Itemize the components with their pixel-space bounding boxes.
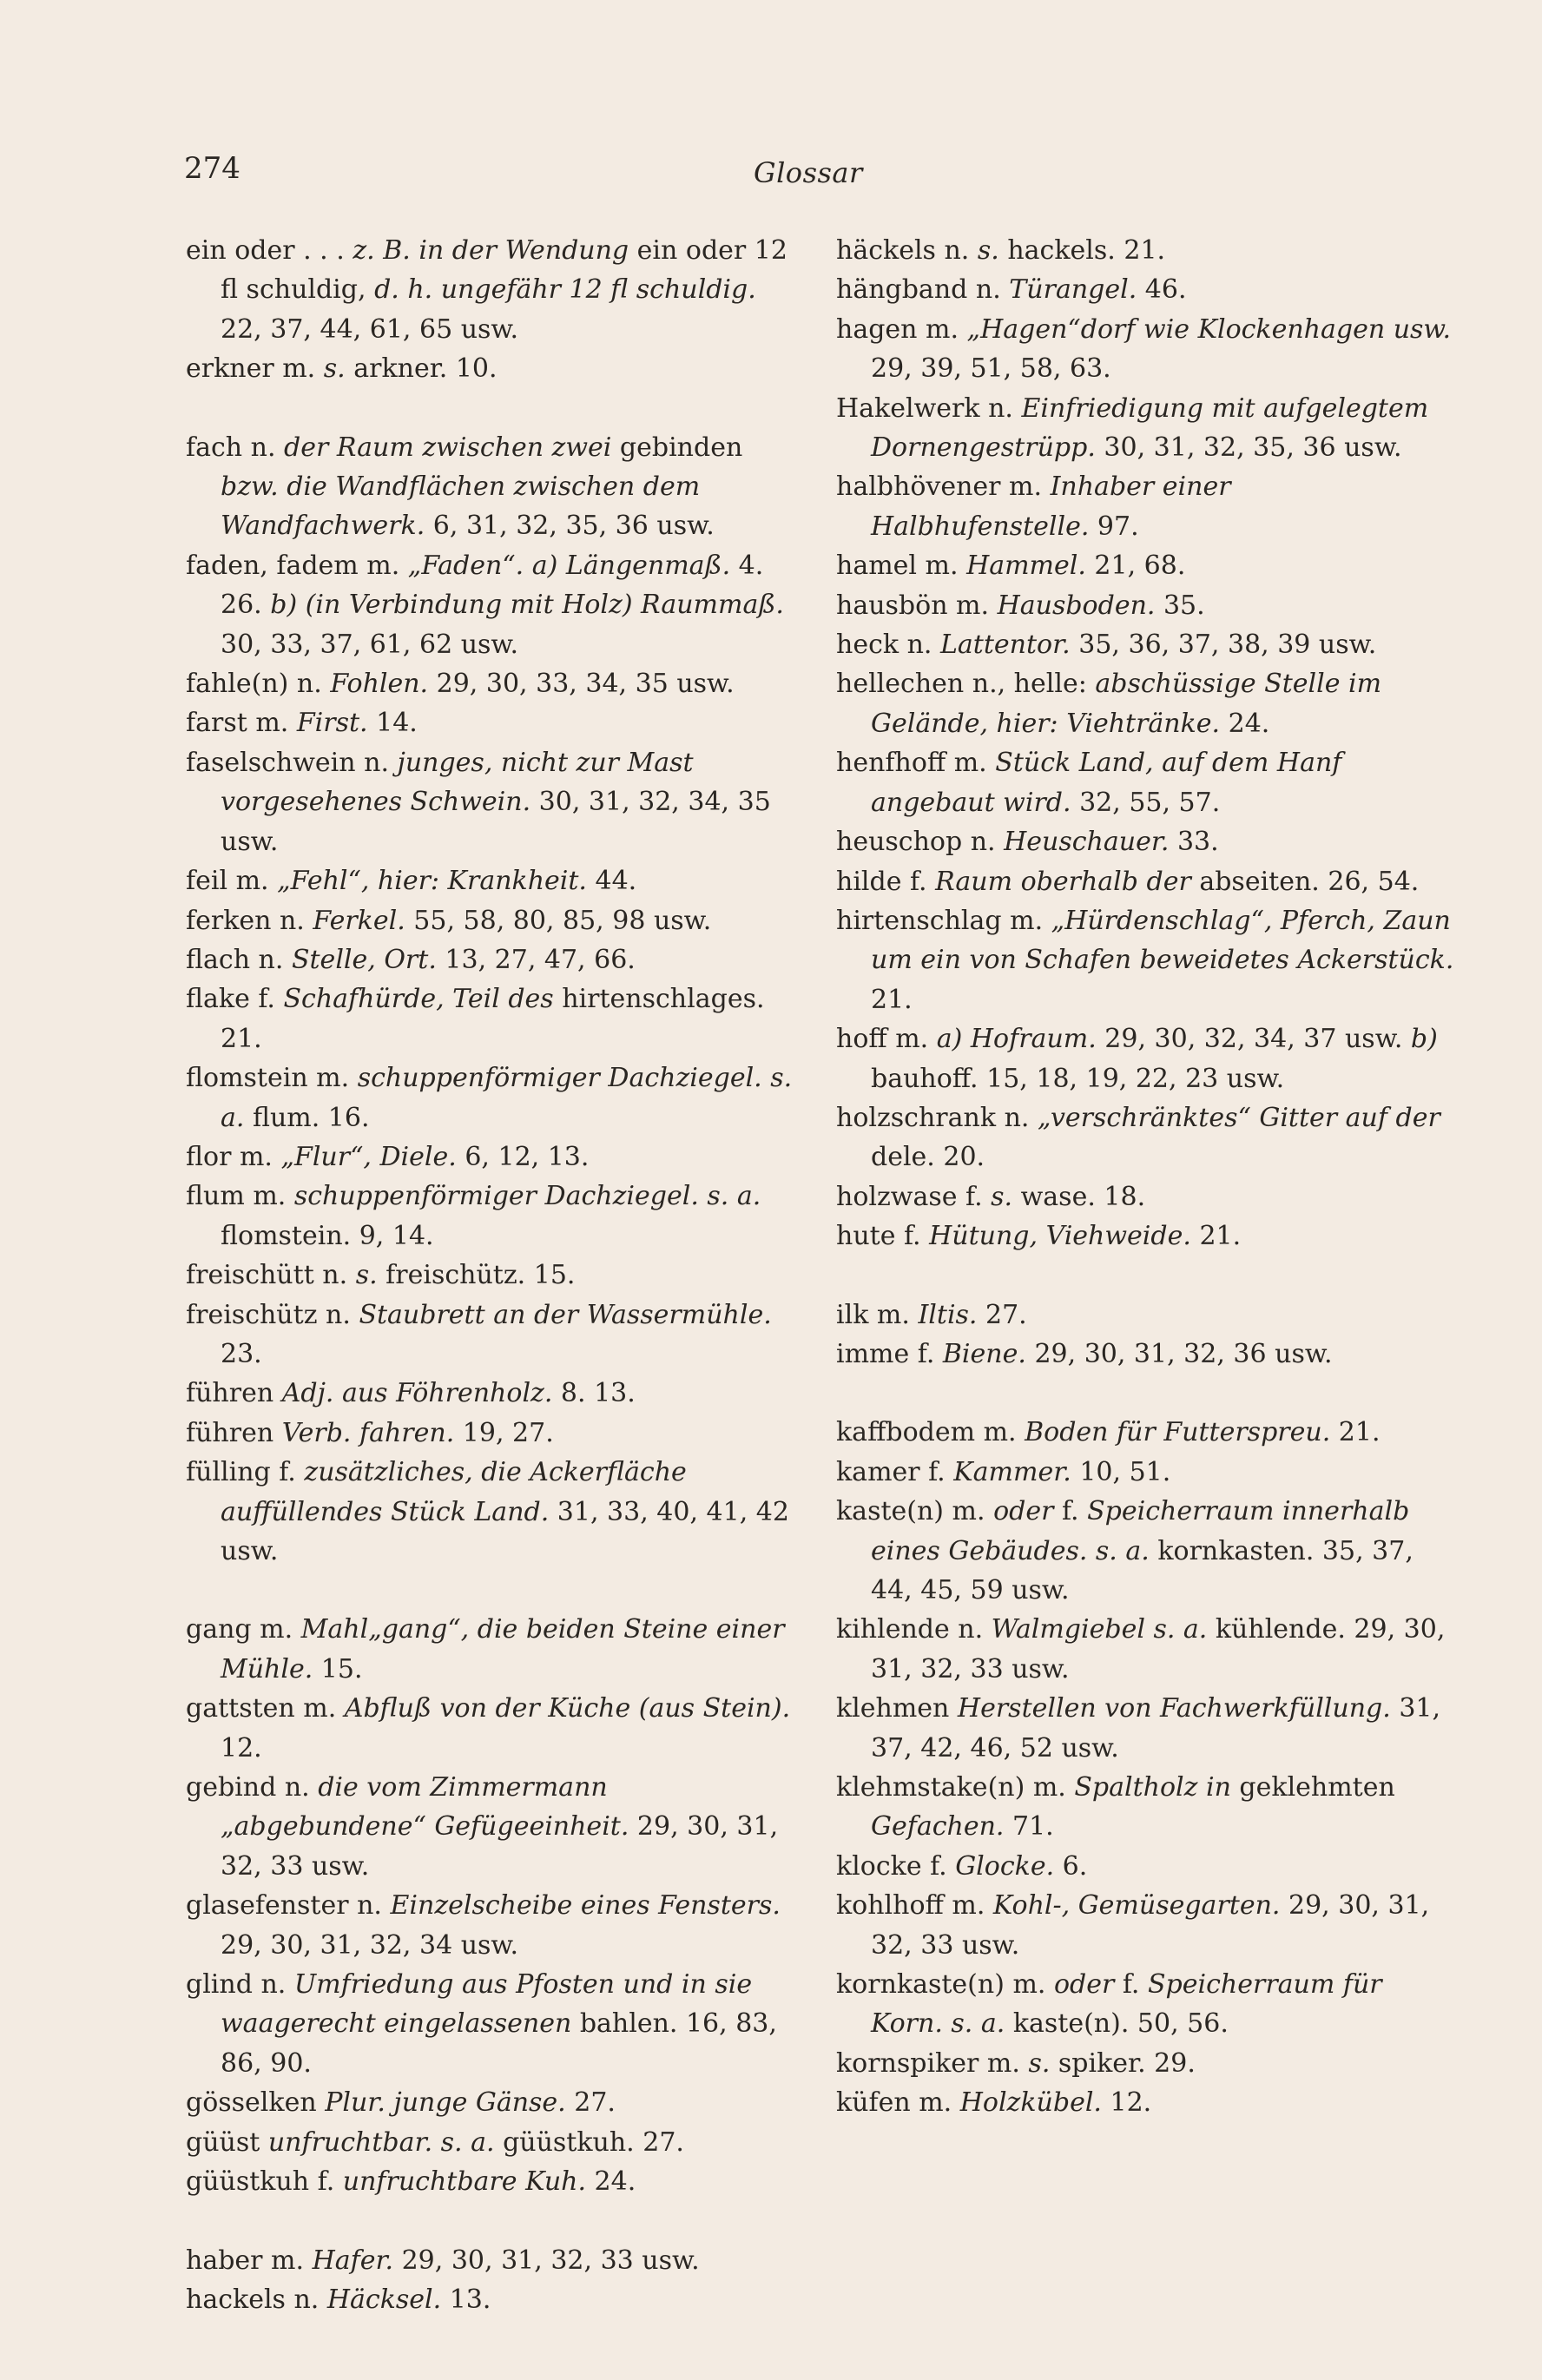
glossary-entry [186, 1886, 804, 1965]
entry-text: farst m. [186, 708, 297, 739]
entry-definition-italic: Abfluß von der Küche (aus Stein). [344, 1693, 791, 1724]
entry-definition-italic: Iltis. [918, 1299, 978, 1330]
entry-text: wase. 18. [1012, 1181, 1146, 1212]
section-gap [836, 1374, 1454, 1413]
entry-text: 29, 30, 31, 32, 33 usw. [393, 2245, 700, 2276]
entry-definition-italic: Glocke. [955, 1850, 1055, 1882]
entry-text: 6, 31, 32, 35, 36 usw. [425, 511, 715, 542]
glossary-entry [186, 664, 804, 703]
entry-definition-italic: Lattentor. [940, 630, 1071, 661]
entry-text: güüst [186, 2126, 268, 2158]
entry-definition-italic: Spaltholz in [1074, 1772, 1231, 1803]
entry-definition-italic: Hütung, Viehweide. [929, 1221, 1191, 1252]
entry-text: 21, 68. [1085, 550, 1186, 582]
entry-text: fülling f. [186, 1457, 305, 1488]
entry-definition-italic: b) (in Verbindung mit Holz) Raummaß. [270, 590, 784, 621]
entry-text: 35, 36, 37, 38, 39 usw. [1070, 630, 1377, 661]
entry-text: 30, 33, 37, 61, 62 usw. [221, 629, 519, 660]
entry-text: hagen m. [836, 313, 967, 345]
entry-definition-italic: abschüssige Stelle im Gelände, hier: Viehtränke. [871, 669, 1382, 739]
entry-text: hamel m. [836, 550, 967, 582]
entry-text: kaste(n) m. [836, 1496, 994, 1527]
entry-text: güüstkuh f. [186, 2166, 343, 2198]
entry-text: klehmstake(n) m. [836, 1772, 1075, 1803]
entry-definition-italic: „Hürdenschlag“, Pferch, Zaun um ein von Schafen beweidetes Ackerstück. [871, 905, 1454, 976]
glossary-entry [186, 1374, 804, 1413]
entry-definition-italic: Speicherraum innerhalb eines Gebäudes. s. a. [871, 1496, 1410, 1566]
entry-text: abseiten. 26, 54. [1190, 866, 1420, 897]
entry-text: 44. [586, 866, 637, 897]
entry-definition-italic: Ferkel. [313, 905, 405, 936]
entry-text: 6, 12, 13. [456, 1141, 590, 1172]
entry-text: kornkasten. 35, 37, 44, 45, 59 usw. [871, 1535, 1414, 1605]
entry-text: hellechen n., helle: [836, 669, 1096, 700]
glossary-entry [186, 1414, 804, 1453]
entry-text: haber m. [186, 2245, 313, 2276]
entry-text: 32, 55, 57. [1071, 787, 1221, 818]
entry-definition-italic: zusätzliches, die Ackerfläche auffüllendes Stück Land. [221, 1457, 687, 1527]
entry-definition-italic: Umfriedung aus Pfosten und in sie waagerecht eingelassenen [221, 1969, 753, 2040]
entry-definition-italic: Inhaber einer Halbhufenstelle. [871, 471, 1231, 542]
entry-text: 30, 31, 32, 35, 36 usw. [1095, 432, 1402, 464]
entry-definition-italic: Biene. [942, 1338, 1026, 1369]
entry-definition-italic: Mahl„gang“, die beiden Steine einer Mühle. [221, 1614, 785, 1684]
entry-text: flum m. [186, 1181, 294, 1212]
entry-text: flomstein m. [186, 1063, 358, 1094]
entry-definition-italic: Kammer. [953, 1456, 1071, 1487]
entry-definition-italic: Häcksel. [326, 2284, 442, 2315]
entry-text: küfen m. [836, 2087, 960, 2119]
glossary-entry [186, 1177, 804, 1256]
entry-definition-italic: Walmgiebel s. a. [991, 1614, 1208, 1645]
entry-text: fach n. [186, 432, 285, 463]
entry-definition-italic: Speicherraum für Korn. s. a. [871, 1969, 1382, 2040]
entry-text: freischütz. 15. [377, 1260, 576, 1291]
entry-definition-italic: „Faden“. a) Längenmaß. [407, 550, 731, 581]
entry-text: 31, 33, 40, 41, 42 usw. [221, 1496, 789, 1566]
glossary-entry [836, 625, 1454, 664]
glossary-entry [186, 979, 804, 1058]
glossary-entry [836, 467, 1454, 546]
entry-text: faselschwein n. [186, 747, 398, 778]
entry-text: imme f. [836, 1338, 943, 1369]
entry-definition-italic: Stück Land, auf dem Hanf angebaut wird. [871, 748, 1342, 818]
entry-definition-italic: „Flur“, Diele. [280, 1141, 457, 1172]
entry-text: klocke f. [836, 1850, 956, 1882]
glossary-entry [836, 389, 1454, 468]
glossary-entry [836, 1768, 1454, 1847]
entry-text: 8. 13. [552, 1378, 636, 1409]
entry-definition-italic: „Fehl“, hier: Krankheit. [277, 866, 587, 897]
glossary-entry [186, 1610, 804, 1689]
entry-text: flomstein. 9, 14. [221, 1220, 434, 1251]
glossary-entry [836, 546, 1454, 585]
entry-text: 12. [221, 1732, 262, 1764]
entry-text: kihlende n. [836, 1614, 992, 1645]
glossary-entry [836, 1453, 1454, 1492]
entry-text: f. [1053, 1496, 1088, 1527]
entry-text: kaffbodem m. [836, 1417, 1025, 1448]
glossary-entry [186, 349, 804, 388]
glossary-entry [836, 1610, 1454, 1689]
glossary-entry [186, 703, 804, 742]
entry-text: erkner m. [186, 353, 324, 385]
glossary-entry [186, 861, 804, 900]
entry-definition-italic: s. [991, 1181, 1013, 1212]
section-gap [186, 389, 804, 428]
glossary-entry [836, 1886, 1454, 1965]
entry-text: 19, 27. [454, 1417, 554, 1448]
entry-definition-italic: „verschränktes“ Gitter auf der [1037, 1102, 1440, 1133]
entry-text: dele. 20. [871, 1142, 985, 1173]
entry-text: ferken n. [186, 905, 313, 936]
entry-text: hackels n. [186, 2284, 327, 2315]
glossary-entry [186, 231, 804, 349]
glossary-entry [186, 546, 804, 664]
entry-text: häckels n. [836, 235, 978, 266]
glossary-column-left [186, 231, 804, 2319]
entry-text: hilde f. [836, 866, 936, 897]
entry-text: 71. [1004, 1811, 1054, 1843]
entry-definition-italic: unfruchtbar. s. a. [267, 2126, 495, 2158]
entry-text: glasefenster n. [186, 1890, 391, 1922]
entry-text: henfhoff m. [836, 748, 996, 779]
entry-definition-italic: „Hagen“dorf wie Klockenhagen usw. [966, 313, 1452, 345]
entry-definition-italic: s. [323, 353, 346, 385]
glossary-entry [836, 1492, 1454, 1610]
glossary-entry [836, 2044, 1454, 2083]
entry-definition-italic: Einfriedigung mit aufgelegtem Dornengestrüpp. [871, 392, 1429, 464]
glossary-entry [836, 231, 1454, 270]
entry-text: klehmen [836, 1693, 958, 1724]
entry-definition-italic: Plur. junge Gänse. [325, 2087, 566, 2119]
entry-text: 46. [1137, 274, 1187, 306]
entry-text: bahlen. 16, 83, 86, 90. [221, 2008, 777, 2079]
section-gap [186, 1571, 804, 1610]
glossary-entry [836, 901, 1454, 1019]
entry-text: holzwase f. [836, 1181, 992, 1212]
entry-text: 10, 51. [1071, 1456, 1171, 1487]
glossary-entry [186, 1295, 804, 1375]
glossary-entry [836, 1413, 1454, 1452]
glossary-entry [836, 1177, 1454, 1216]
entry-text: hackels. 21. [998, 235, 1166, 266]
entry-definition-italic: Adj. aus Föhrenholz. [281, 1378, 553, 1409]
entry-text: 30, 31, 32, 34, 35 usw. [221, 787, 771, 857]
entry-text: 4. 26. [221, 550, 764, 621]
glossary-entry [836, 1216, 1454, 1256]
entry-text: feil m. [186, 866, 278, 897]
entry-text: 33. [1169, 827, 1219, 858]
entry-definition-italic: Hausboden. [997, 590, 1156, 621]
entry-text: kaste(n). 50, 56. [1005, 2008, 1229, 2040]
glossary-entry [836, 822, 1454, 861]
glossary-entry [186, 1058, 804, 1137]
entry-text: 29, 30, 33, 34, 35 usw. [428, 669, 735, 700]
entry-definition-italic: junges, nicht zur Mast vorgesehenes Schwein. [221, 747, 694, 818]
entry-text: gebind n. [186, 1772, 319, 1803]
glossary-entry [836, 2083, 1454, 2122]
entry-text: 29, 30, 31, 32, 33 usw. [871, 1890, 1430, 1961]
entry-text: hirtenschlag m. [836, 905, 1051, 936]
entry-text: spiker. 29. [1050, 2047, 1196, 2079]
glossary-entry [836, 1295, 1454, 1335]
entry-definition-italic: bzw. die Wandflächen zwischen dem Wandfachwerk. [221, 471, 701, 542]
glossary-entry [836, 1335, 1454, 1374]
glossary-entry [186, 2083, 804, 2122]
entry-definition-italic: b) [1410, 1024, 1438, 1055]
entry-text: 13. [441, 2284, 491, 2315]
entry-text: 6. [1054, 1850, 1088, 1882]
entry-text: faden, fadem m. [186, 550, 408, 581]
entry-text: glind n. [186, 1969, 294, 2001]
entry-text: heck n. [836, 630, 940, 661]
entry-text: gebinden [611, 432, 743, 463]
glossary-entry [186, 940, 804, 979]
entry-definition-italic: Kohl-, Gemüsegarten. [992, 1890, 1281, 1922]
entry-definition-italic: Hammel. [966, 550, 1086, 582]
entry-definition-italic: s. [355, 1260, 378, 1291]
glossary-entry [186, 1137, 804, 1177]
glossary-entry [836, 862, 1454, 901]
entry-text: 29, 30, 31, 32, 34 usw. [221, 1929, 519, 1961]
entry-definition-italic: Boden für Futterspreu. [1025, 1417, 1331, 1448]
entry-text: 31, 37, 42, 46, 52 usw. [871, 1693, 1441, 1764]
glossary-entry [836, 1019, 1454, 1098]
running-title: Glossar [754, 156, 863, 189]
entry-definition-italic: Raum oberhalb der [935, 866, 1191, 897]
section-gap [836, 1256, 1454, 1295]
entry-text: güüstkuh. 27. [494, 2126, 684, 2158]
glossary-entry [836, 310, 1454, 389]
glossary-entry [186, 901, 804, 940]
glossary-entry [186, 1689, 804, 1768]
glossary-entry [186, 428, 804, 546]
entry-text: halbhövener m. [836, 471, 1051, 503]
glossary-column-right [836, 231, 1454, 2123]
entry-text: freischütt n. [186, 1260, 356, 1291]
glossary-entry [186, 1768, 804, 1886]
entry-text: 13, 27, 47, 66. [436, 944, 636, 975]
entry-definition-italic: Fohlen. [330, 669, 429, 700]
entry-definition-italic: d. h. ungefähr 12 fl schuldig. [374, 274, 756, 306]
entry-text: kornkaste(n) m. [836, 1969, 1054, 2001]
entry-text: hängband n. [836, 274, 1010, 306]
entry-definition-italic: Schafhürde, Teil des [283, 984, 554, 1015]
glossary-entry [186, 2280, 804, 2319]
glossary-entry [836, 1689, 1454, 1768]
entry-text: 29, 30, 31, 32, 33 usw. [221, 1811, 779, 1882]
entry-text: 21. [1190, 1221, 1242, 1252]
glossary-entry [186, 2123, 804, 2162]
entry-definition-italic: der Raum zwischen zwei [284, 432, 612, 463]
entry-text: führen [186, 1417, 282, 1448]
entry-definition-italic: Hafer. [312, 2245, 394, 2276]
entry-definition-italic: s. [977, 235, 999, 266]
entry-definition-italic: schuppenförmiger Dachziegel. s. a. [293, 1181, 761, 1212]
entry-text: hausbön m. [836, 590, 998, 621]
entry-text: 29, 30, 32, 34, 37 usw. [1096, 1024, 1411, 1055]
entry-text: hirtenschlages. 21. [221, 984, 765, 1054]
entry-definition-italic: Herstellen von Fachwerkfüllung. [957, 1693, 1391, 1724]
entry-text: 27. [565, 2087, 616, 2119]
entry-text: 24. [1220, 708, 1270, 739]
glossary-entry [836, 1965, 1454, 2044]
entry-text: 97. [1089, 511, 1139, 542]
entry-text: kühlende. 29, 30, 31, 32, 33 usw. [871, 1614, 1446, 1684]
entry-text: kornspiker m. [836, 2047, 1029, 2079]
entry-text: freischütz n. [186, 1299, 359, 1330]
glossary-entry [186, 2241, 804, 2280]
entry-definition-italic: z. B. in der Wendung [353, 235, 629, 266]
entry-definition-italic: oder [1053, 1969, 1115, 2001]
glossary-entry [186, 743, 804, 861]
entry-text: 55, 58, 80, 85, 98 usw. [405, 905, 712, 936]
glossary-entry [186, 1256, 804, 1295]
glossary-entry [186, 1453, 804, 1571]
entry-text: flor m. [186, 1141, 281, 1172]
entry-definition-italic: Verb. fahren. [281, 1417, 455, 1448]
entry-text: Hakelwerk n. [836, 392, 1022, 424]
glossary-entry [836, 664, 1454, 743]
glossary-entry [836, 1098, 1454, 1177]
entry-text: heuschop n. [836, 827, 1005, 858]
entry-text: bauhoff. 15, 18, 19, 22, 23 usw. [871, 1063, 1285, 1094]
entry-text: 29, 39, 51, 58, 63. [871, 353, 1111, 385]
glossary-entry [186, 2162, 804, 2201]
glossary-entry [836, 743, 1454, 822]
section-gap [186, 2202, 804, 2241]
entry-text: geklehmten [1230, 1772, 1395, 1803]
entry-text: 23. [221, 1338, 262, 1369]
entry-text: fahle(n) n. [186, 669, 331, 700]
entry-text: ein oder . . . [186, 235, 353, 266]
entry-text: 15. [313, 1653, 363, 1684]
entry-text: gattsten m. [186, 1693, 345, 1724]
page-number: 274 [184, 151, 241, 186]
entry-definition-italic: Stelle, Ort. [291, 944, 437, 975]
entry-text: hoff m. [836, 1024, 937, 1055]
entry-definition-italic: Staubrett an der Wassermühle. [359, 1299, 772, 1330]
entry-text: 21. [871, 984, 913, 1015]
entry-definition-italic: s. [1028, 2047, 1051, 2079]
entry-text: 21. [1330, 1417, 1381, 1448]
entry-text: ilk m. [836, 1299, 919, 1330]
entry-definition-italic: oder [993, 1496, 1054, 1527]
glossary-entry [186, 1965, 804, 2083]
entry-text: 35. [1155, 590, 1205, 621]
glossary-entry [836, 270, 1454, 309]
entry-text: 12. [1101, 2087, 1152, 2119]
entry-text: 24. [586, 2166, 636, 2198]
entry-text: flake f. [186, 984, 284, 1015]
entry-text: kohlhoff m. [836, 1890, 993, 1922]
entry-definition-italic: Türangel. [1009, 274, 1137, 306]
entry-text: 27. [977, 1299, 1027, 1330]
entry-definition-italic: schuppenförmiger Dachziegel. s. a. [221, 1063, 793, 1133]
entry-text: ein oder 12 fl schuldig, [221, 235, 787, 306]
entry-text: arkner. 10. [345, 353, 498, 385]
entry-text: 29, 30, 31, 32, 36 usw. [1025, 1338, 1333, 1369]
entry-text: gang m. [186, 1614, 301, 1645]
entry-definition-italic: Holzkübel. [959, 2087, 1102, 2119]
entry-text: f. [1114, 1969, 1148, 2001]
entry-text: flach n. [186, 944, 292, 975]
entry-text: kamer f. [836, 1456, 954, 1487]
entry-text: 14. [367, 708, 418, 739]
entry-text: holzschrank n. [836, 1102, 1038, 1133]
entry-text: 22, 37, 44, 61, 65 usw. [221, 313, 519, 345]
entry-text: hute f. [836, 1221, 930, 1252]
entry-definition-italic: a) Hofraum. [936, 1024, 1097, 1055]
entry-definition-italic: die vom Zimmermann „abgebundene“ Gefügeeinheit. [221, 1772, 629, 1843]
glossary-entry [836, 586, 1454, 625]
entry-text: führen [186, 1378, 282, 1409]
entry-definition-italic: Heuschauer. [1004, 827, 1170, 858]
entry-text: gösselken [186, 2087, 326, 2119]
entry-definition-italic: First. [296, 708, 368, 739]
entry-text: flum. 16. [244, 1102, 370, 1133]
entry-definition-italic: unfruchtbare Kuh. [342, 2166, 587, 2198]
entry-definition-italic: Gefachen. [871, 1811, 1005, 1843]
entry-definition-italic: Einzelscheibe eines Fensters. [390, 1890, 781, 1922]
glossary-entry [836, 1847, 1454, 1886]
